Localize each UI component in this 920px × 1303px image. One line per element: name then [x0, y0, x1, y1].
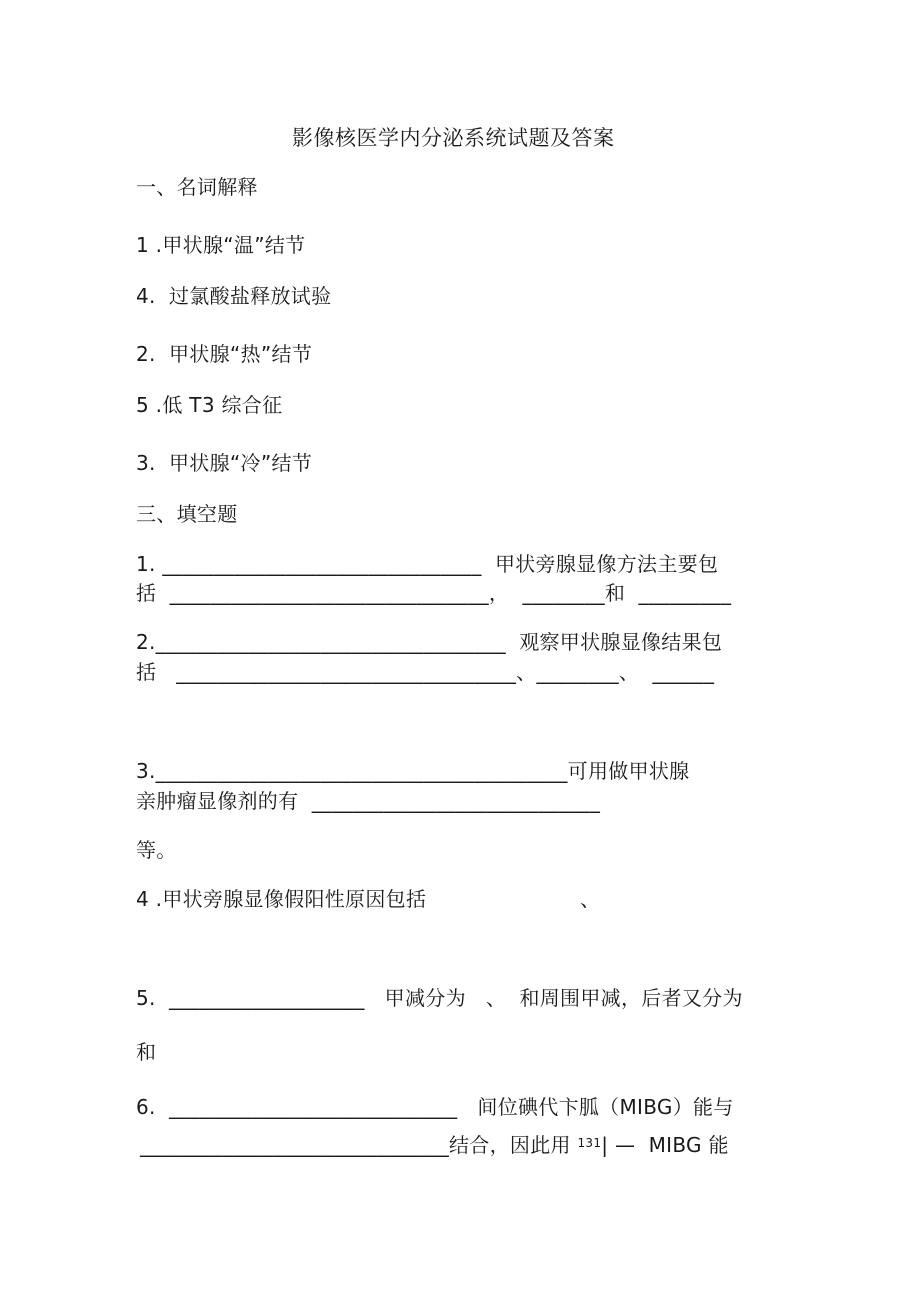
question-6-line-1: 6. ____________________________ 间位碘代卞胍（MIBG）能与	[136, 1095, 734, 1119]
term-item: 2. 甲状腺“热”结节	[136, 342, 313, 366]
term-item: 4. 过氯酸盐释放试验	[136, 284, 332, 308]
question-4-line-1: 4 .甲状旁腺显像假阳性原因包括	[136, 887, 427, 911]
section-heading-fill-blank: 三、填空题	[136, 502, 238, 526]
question-2-line-1: 2.__________________________________ 观察甲状腺显像结果包	[136, 630, 723, 654]
question-3-line-1: 3.________________________________________可用做甲状腺	[136, 759, 690, 783]
question-5-line-2: 和	[136, 1040, 157, 1064]
question-3-line-3: 等。	[136, 838, 177, 862]
question-2-line-2: 括 _________________________________、________、 ______	[136, 660, 715, 684]
term-item: 1 .甲状腺“温”结节	[136, 233, 306, 257]
question-3-line-2: 亲肿瘤显像剂的有 ____________________________	[136, 789, 601, 813]
document-title: 影像核医学内分泌系统试题及答案	[292, 126, 615, 150]
isotope-mass-number: 131	[577, 1136, 602, 1150]
question-6-line-2	[140, 1133, 729, 1157]
question-5-line-1: 5. ___________________ 甲减分为 、 和周围甲减，后者又分为	[136, 986, 743, 1010]
term-item: 5 .低 T3 综合征	[136, 393, 283, 417]
question-1-line-2: 括 _______________________________， ________和 _________	[136, 581, 732, 605]
question-6-line-2-tail: | — MIBG 能	[601, 1133, 729, 1157]
question-4-separator: 、	[580, 887, 601, 911]
term-item: 3. 甲状腺“冷”结节	[136, 451, 313, 475]
question-1-line-1: 1. _______________________________ 甲状旁腺显像方法主要包	[136, 552, 719, 576]
section-heading-definitions: 一、名词解释	[136, 175, 258, 199]
question-6-line-2-text: ______________________________结合，因此用	[140, 1133, 578, 1157]
